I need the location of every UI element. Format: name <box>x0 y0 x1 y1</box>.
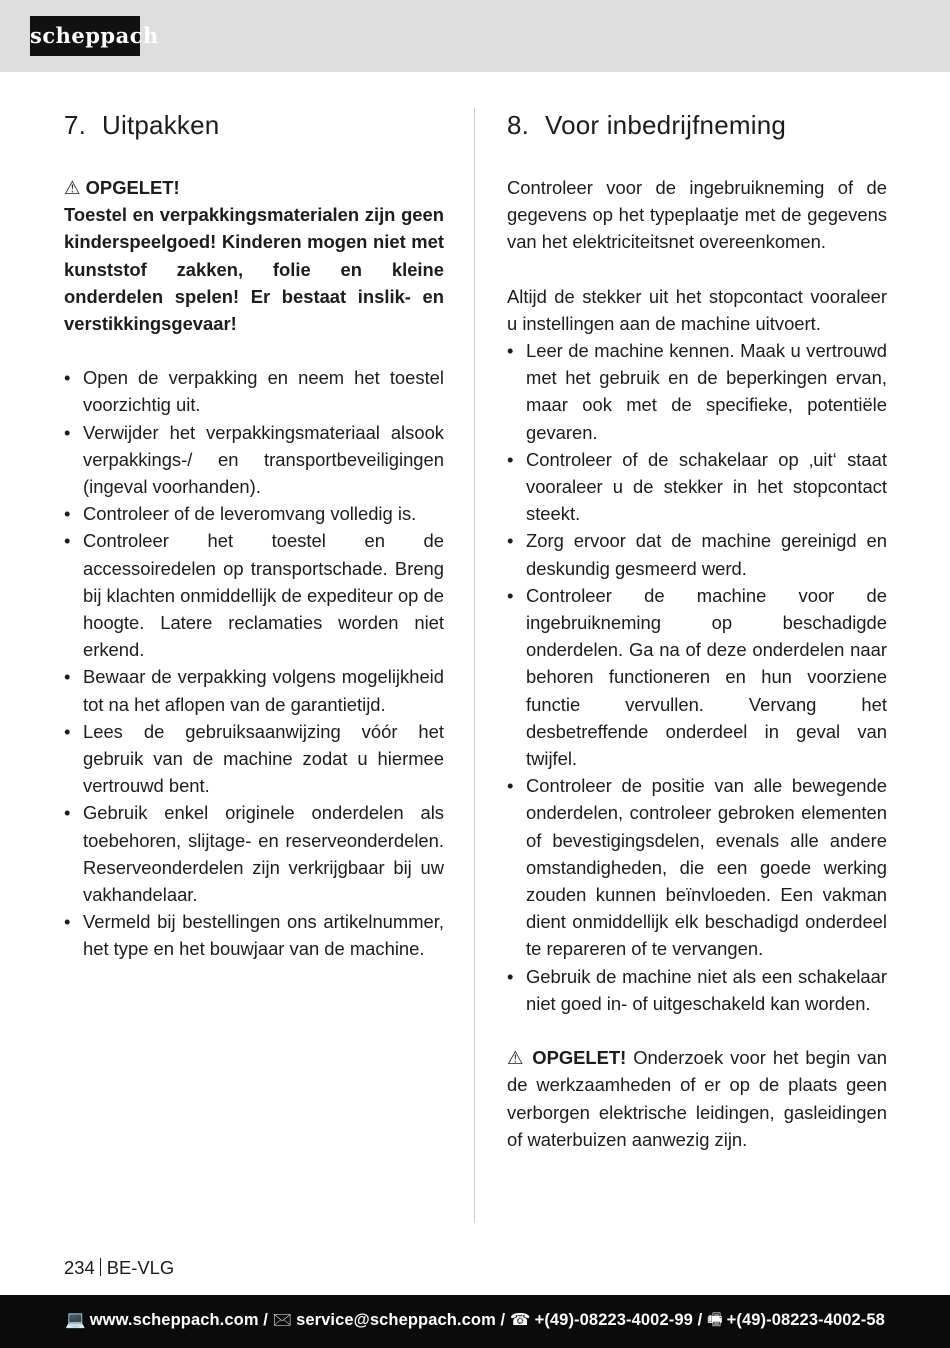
bullet-icon: • <box>64 666 71 688</box>
list-item: • Controleer de positie van alle bewegende onderdelen, controleer gebroken elementen of bevestigingsdelen, evenals alle andere omstandigheden, die een goede werking zouden kunnen beïnvloeden. Een vakman dient onmiddellijk elk beschadigd onderdeel te repareren of te vervangen. <box>507 772 887 962</box>
warning-icon: ⚠ <box>507 1047 526 1069</box>
intro-paragraph: Controleer voor de ingebruikneming of de gegevens op het typeplaatje met de gegevens van het elektriciteitsnet overeenkomen. <box>507 177 887 253</box>
phone-number: +(49)-08223-4002-99 <box>534 1311 693 1329</box>
section-number: 7. <box>64 110 87 140</box>
language-code: BE-VLG <box>106 1257 175 1278</box>
list-item: • Vermeld bij bestellingen ons artikelnummer, het type en het bouwjaar van de machine. <box>64 908 444 962</box>
bullet-icon: • <box>64 421 71 443</box>
header-band <box>0 0 950 72</box>
plug-paragraph: Altijd de stekker uit het stopcontact vooraleer u instellingen aan de machine uitvoert. <box>507 285 887 334</box>
warning-heading <box>507 1047 626 1068</box>
website-link[interactable]: www.scheppach.com <box>89 1311 259 1329</box>
list-item: • Bewaar de verpakking volgens mogelijkheid tot na het aflopen van de garantietijd. <box>64 663 444 717</box>
list-item: • Open de verpakking en neem het toestel voorzichtig uit. <box>64 364 444 418</box>
mail-icon: 🖂 <box>272 1311 293 1329</box>
warning-label: OPGELET! <box>532 1047 627 1069</box>
section-title: Voor inbedrijfneming <box>545 110 787 140</box>
section-voor-inbedrijfneming <box>507 108 887 1153</box>
section-heading <box>507 108 887 142</box>
bullet-icon: • <box>64 911 71 933</box>
phone-icon: ☎ <box>509 1311 531 1329</box>
section-number: 8. <box>507 110 530 140</box>
warning-paragraph <box>507 1044 887 1153</box>
list-item: • Controleer het toestel en de accessoiredelen op transportschade. Breng bij klachten onmiddellijk de expediteur op de hoogte. Latere reclamaties worden niet erkend. <box>64 527 444 663</box>
unpacking-list <box>64 364 444 962</box>
startup-list <box>507 337 887 1017</box>
warning-text: Onderzoek voor het begin van de werkzaamheden of er op de plaats geen verborgen elektrische leidingen, gasleidingen of waterbuizen aanwezig zijn. <box>507 1047 887 1150</box>
list-item: • Verwijder het verpakkingsmateriaal alsook verpakkings-/ en transportbeveiligingen (ingeval voorhanden). <box>64 419 444 501</box>
bullet-icon: • <box>507 584 514 606</box>
bullet-icon: • <box>507 530 514 552</box>
contact-footer: 💻 www.scheppach.com / 🖂 service@scheppach.com / ☎ +(49)-08223-4002-99 / 🖷 +(49)-08223-4002-58 <box>0 1295 950 1348</box>
bullet-icon: • <box>507 448 514 470</box>
computer-icon: 💻 <box>65 1311 86 1329</box>
warning-heading <box>64 174 444 201</box>
list-item: • Zorg ervoor dat de machine gereinigd en deskundig gesmeerd werd. <box>507 527 887 581</box>
fax-number: +(49)-08223-4002-58 <box>726 1311 885 1329</box>
section-title: Uitpakken <box>102 110 220 140</box>
list-item: • Gebruik de machine niet als een schakelaar niet goed in- of uitgeschakeld kan worden. <box>507 963 887 1017</box>
bullet-icon: • <box>507 340 514 362</box>
warning-label: OPGELET! <box>85 177 180 198</box>
warning-text: Toestel en verpakkingsmaterialen zijn geen kinderspeelgoed! Kinderen mogen niet met kunststof zakken, folie en kleine onderdelen spelen! Er bestaat inslik- en verstikkingsgevaar! <box>64 204 444 335</box>
list-item: • Lees de gebruiksaanwijzing vóór het gebruik van de machine zodat u hiermee vertrouwd bent. <box>64 718 444 800</box>
column-divider <box>474 108 475 1223</box>
list-item: • Controleer of de leveromvang volledig is. <box>64 500 444 527</box>
section-heading <box>64 108 444 142</box>
list-item: • Leer de machine kennen. Maak u vertrouwd met het gebruik en de beperkingen ervan, maar ook met de specifieke, potentiële gevaren. <box>507 337 887 446</box>
bullet-icon: • <box>507 965 514 987</box>
scheppach-logo: scheppach <box>30 16 140 56</box>
list-item: • Controleer of de schakelaar op ‚uit‘ staat vooraleer u de stekker in het stopcontact steekt. <box>507 446 887 528</box>
section-uitpakken <box>64 108 444 963</box>
warning-icon: ⚠ <box>64 177 81 198</box>
bullet-icon: • <box>64 530 71 552</box>
bullet-icon: • <box>507 775 514 797</box>
email-link[interactable]: service@scheppach.com <box>296 1311 496 1329</box>
fax-icon: 🖷 <box>706 1311 723 1329</box>
page-separator <box>100 1258 101 1276</box>
list-item: • Controleer de machine voor de ingebruikneming op beschadigde onderdelen. Ga na of deze onderdelen naar behoren functioneren en hun voorziene functie vervullen. Vervang het desbetreffende onderdeel in geval van twijfel. <box>507 582 887 772</box>
page-number: 234 BE-VLG <box>64 1257 175 1278</box>
bullet-icon: • <box>64 367 71 389</box>
bullet-icon: • <box>64 503 71 525</box>
list-item: • Gebruik enkel originele onderdelen als toebehoren, slijtage- en reserveonderdelen. Reserveonderdelen zijn verkrijgbaar bij uw vakhandelaar. <box>64 799 444 908</box>
bullet-icon: • <box>64 802 71 824</box>
bullet-icon: • <box>64 720 71 742</box>
